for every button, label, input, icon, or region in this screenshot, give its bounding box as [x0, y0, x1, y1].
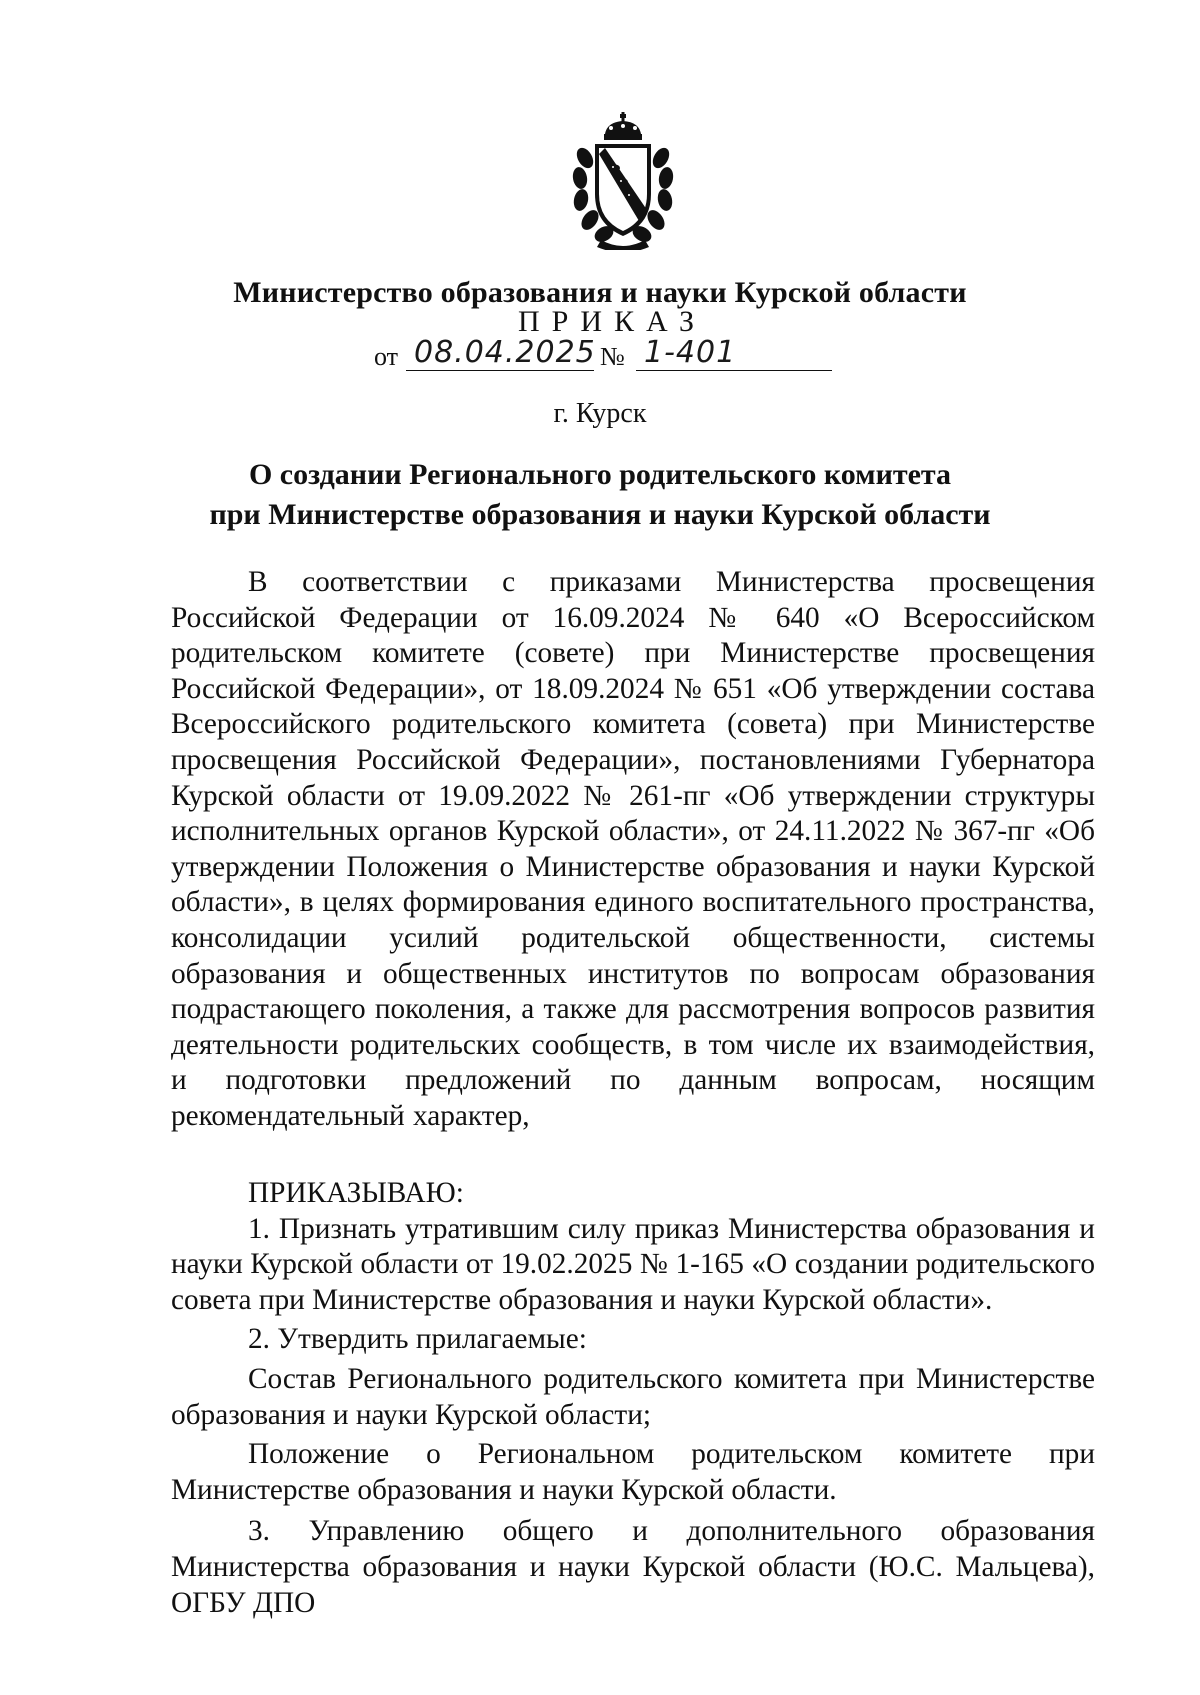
order-keyword: ПРИКАЗЫВАЮ: [248, 1177, 464, 1209]
date-number-line [374, 335, 860, 378]
number-prefix: № [600, 342, 625, 371]
order-item-2a: Состав Регионального родительского комитета при Министерстве образования и науки Курской области; [171, 1362, 1095, 1431]
order-item-2b: Положение о Региональном родительском комитете при Министерстве образования и науки Курской области. [171, 1438, 1095, 1506]
title-line-1: О создании Регионального родительского комитета [248, 458, 952, 491]
order-item-2: 2. Утвердить прилагаемые: [248, 1323, 587, 1356]
document-type: ПРИКАЗ [518, 305, 706, 338]
title-line-2: при Министерстве образования и науки Курской области [209, 498, 991, 531]
order-item-1: 1. Признать утратившим силу приказ Министерства образования и науки Курской области от 19.02.2025 № 1-165 «О создании родительского совета при Министерстве образования и науки Курской области». [171, 1212, 1095, 1316]
order-item-3: 3. Управлению общего и дополнительного образования Министерства образования и науки Курской области (Ю.С. Мальцева), ОГБУ ДПО [171, 1515, 1095, 1619]
preamble-paragraph: В соответствии с приказами Министерства просвещения Российской Федерации от 16.09.2024 № 640 «О Всероссийском родительском комитете (совете) при Министерстве просвещения Российской Федерации», от 18.09.2024 № 651 «Об утверждении состава Всероссийского родительского комитета (совета) при Министерстве просвещения Российской Федерации», постановлениями Губернатора Курской области от 19.09.2022 № 261-пг «Об утверждении структуры исполнительных органов Курской области», от 24.11.2022 № 367-пг «Об утверждении Положения о Министерстве образования и науки Курской области», в целях формирования единого воспитательного пространства, консолидации усилий родительской общественности, системы образования и общественных институтов по вопросам образования подрастающего поколения, а также для рассмотрения вопросов развития деятельности родительских сообществ, в том числе их взаимодействия, и подготовки предложений по данным вопросам, носящим рекомендательный характер, [171, 566, 1095, 1132]
city: г. Курск [553, 398, 647, 429]
kursk-coat-of-arms-icon [571, 112, 675, 250]
order-section [171, 1176, 1095, 1621]
number-value: 1-401 [644, 335, 737, 370]
date-value: 08.04.2025 [414, 335, 596, 370]
document-title [0, 455, 1200, 535]
date-prefix: от [374, 342, 399, 371]
ministry-name: Министерство образования и науки Курской области [233, 276, 967, 309]
